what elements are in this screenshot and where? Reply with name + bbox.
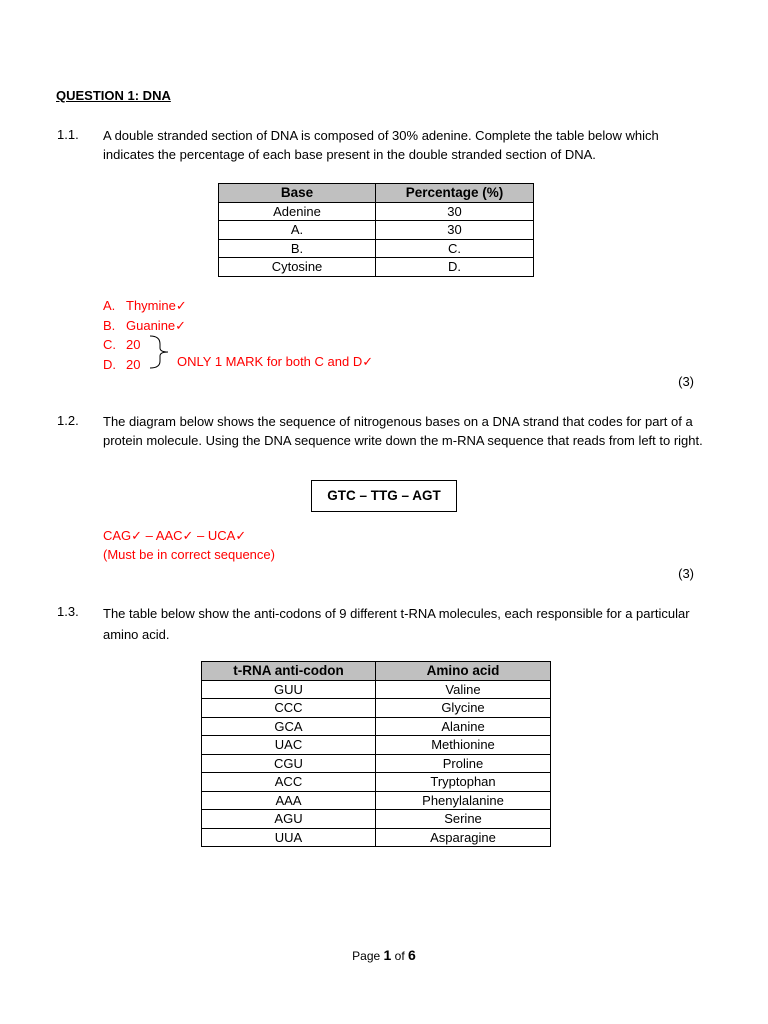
- table-row: [219, 258, 534, 277]
- table-header-row: [202, 662, 551, 681]
- table-cell: UAC: [202, 736, 376, 755]
- table-row: [219, 221, 534, 240]
- current-page-number: 1: [383, 947, 392, 963]
- table-cell: 30: [376, 202, 534, 221]
- table-cell: Tryptophan: [376, 773, 551, 792]
- column-header: t-RNA anti-codon: [202, 662, 376, 681]
- table-row: [219, 202, 534, 221]
- table-row: [202, 699, 551, 718]
- answer-item: [103, 316, 187, 336]
- question-text: The diagram below shows the sequence of nitrogenous bases on a DNA strand that codes for part of a protein molecule. Using the DNA sequence write down the m-RNA sequence that reads from left to right.: [103, 414, 703, 448]
- marks-allocation: (3): [678, 566, 694, 581]
- table-cell: GCA: [202, 717, 376, 736]
- table-header-row: [219, 184, 534, 203]
- answer-text: 20: [126, 356, 141, 372]
- marks-allocation: (3): [678, 374, 694, 389]
- table-cell: Methionine: [376, 736, 551, 755]
- table-row: [202, 717, 551, 736]
- table-cell: UUA: [202, 828, 376, 847]
- footer-middle: of: [391, 949, 409, 963]
- question-text: A double stranded section of DNA is composed of 30% adenine. Complete the table below which indicates the percentage of each base present in the double stranded section of DNA.: [103, 128, 659, 162]
- table-cell: Glycine: [376, 699, 551, 718]
- question-number: 1.2.: [57, 413, 79, 428]
- column-header: Base: [219, 184, 376, 203]
- table-cell: Phenylalanine: [376, 791, 551, 810]
- answer-note: (Must be in correct sequence): [103, 547, 275, 562]
- answer-label: D.: [103, 356, 116, 372]
- column-header: Amino acid: [376, 662, 551, 681]
- question-number: 1.3.: [57, 604, 79, 619]
- table-row: [202, 791, 551, 810]
- answer-text: CAG✓ – AAC✓ – UCA✓: [103, 528, 247, 543]
- table-cell: CGU: [202, 754, 376, 773]
- dna-sequence-box: GTC – TTG – AGT: [311, 480, 457, 512]
- curly-brace-icon: [146, 334, 176, 370]
- table-cell: 30: [376, 221, 534, 240]
- base-percentage-table: [218, 183, 534, 277]
- table-cell: Adenine: [219, 202, 376, 221]
- marking-note: ONLY 1 MARK for both C and D✓: [177, 354, 374, 369]
- table-row: [202, 810, 551, 829]
- answer-label: B.: [103, 317, 116, 333]
- answer-text: Guanine✓: [126, 317, 187, 333]
- table-row: [202, 736, 551, 755]
- column-header: Percentage (%): [376, 184, 534, 203]
- table-cell: Serine: [376, 810, 551, 829]
- table-cell: D.: [376, 258, 534, 277]
- answer-text: 20: [126, 337, 141, 352]
- table-cell: Proline: [376, 754, 551, 773]
- question-text: The table below show the anti-codons of 9 different t-RNA molecules, each responsible for a particular amino acid.: [103, 606, 690, 642]
- page-footer: [0, 947, 768, 963]
- table-row: [219, 239, 534, 258]
- table-row: [202, 828, 551, 847]
- question-number: 1.1.: [57, 127, 79, 142]
- table-cell: CCC: [202, 699, 376, 718]
- page-heading: QUESTION 1: DNA: [56, 88, 171, 103]
- table-row: [202, 680, 551, 699]
- anticodon-table: [201, 661, 551, 847]
- table-cell: GUU: [202, 680, 376, 699]
- table-row: [202, 773, 551, 792]
- answer-item: [103, 296, 187, 316]
- table-cell: Alanine: [376, 717, 551, 736]
- answer-label: A.: [103, 298, 116, 313]
- table-cell: B.: [219, 239, 376, 258]
- table-cell: Asparagine: [376, 828, 551, 847]
- table-cell: A.: [219, 221, 376, 240]
- table-row: [202, 754, 551, 773]
- table-cell: ACC: [202, 773, 376, 792]
- table-cell: AAA: [202, 791, 376, 810]
- answer-label: C.: [103, 337, 116, 352]
- table-cell: C.: [376, 239, 534, 258]
- total-pages: 6: [408, 947, 416, 963]
- answer-text: Thymine✓: [126, 298, 187, 313]
- table-cell: Cytosine: [219, 258, 376, 277]
- table-cell: Valine: [376, 680, 551, 699]
- footer-prefix: Page: [352, 949, 384, 963]
- table-cell: AGU: [202, 810, 376, 829]
